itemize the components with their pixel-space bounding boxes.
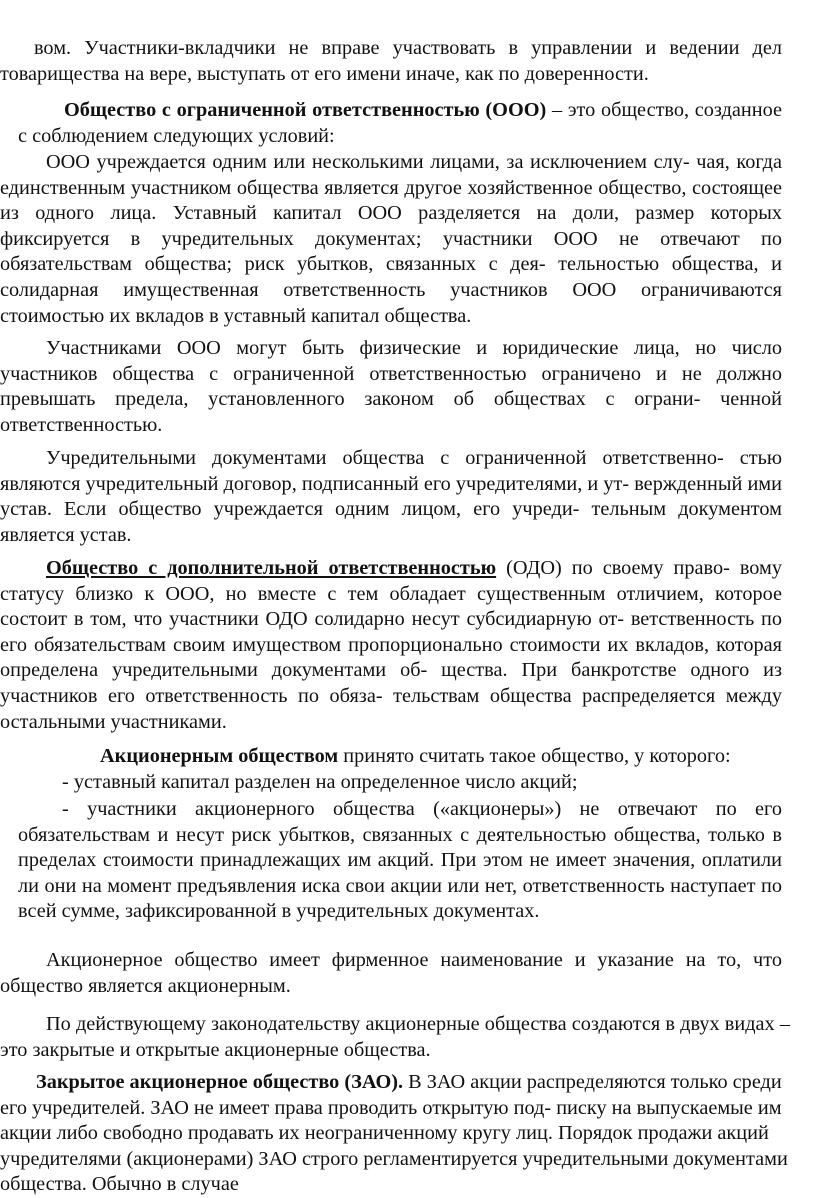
text-run: – это общество, созданное с соблюдением следующих условий: <box>18 99 782 147</box>
text-run: вом. Участники-вкладчики не вправе участвовать в управлении и ведении дел товарищества на вере, выступать от его имени иначе, как по доверенности. <box>0 37 782 85</box>
paragraph-ao-types <box>0 1012 790 1063</box>
text-run: По действующему законодательству акционерные общества создаются в двух видах – это закрытые и открытые акционерные общества. <box>0 1013 790 1061</box>
text-run: Акционерное общество имеет фирменное наименование и указание на то, что общество является акционерным. <box>0 949 782 997</box>
paragraph-ooo-conditions <box>0 150 782 329</box>
paragraph-partnership-end <box>0 36 782 87</box>
text-run: - уставный капитал разделен на определенное число акций; <box>62 771 578 793</box>
paragraph-zao-definition <box>0 1070 798 1198</box>
term-ooo: Общество с ограниченной ответственностью (ООО) <box>64 99 547 121</box>
text-run: В ЗАО акции распределяются только среди его учредителей. ЗАО не имеет права проводить открытую под- писку на выпускаемые им акции либо свободно продавать их неограниченному кругу лиц. Порядок продажи акций учредителями (акционерами) ЗАО строго регламентируется учредительными документами общества. Обычно в случае <box>0 1071 788 1196</box>
paragraph-ao-definition <box>0 744 792 770</box>
text-run: принято считать такое общество, у которого: <box>338 745 731 767</box>
paragraph-ooo-definition <box>18 98 782 149</box>
list-item-capital <box>18 770 782 796</box>
term-ao: Акционерным обществом <box>100 745 339 767</box>
text-run: Учредительными документами общества с ограниченной ответственно- стью являются учредительный договор, подписанный его учредителями, и ут- вержденный ими устав. Если общество учреждается одним лицом, его учреди- тельным документом является устав. <box>0 447 782 546</box>
paragraph-ooo-documents <box>0 446 782 548</box>
text-run: - участники акционерного общества («акционеры») не отвечают по его обязательствам и несут риск убытков, связанных с деятельностью общества, только в пределах стоимости принадлежащих им акций. При этом не имеет значения, оплатили ли они на момент предъявления иска свои акции или нет, ответственность наступает по всей сумме, зафиксированной в учредительных документах. <box>18 798 782 923</box>
text-run: (ОДО) по своему право- вому статусу близко к ООО, но вместе с тем обладает существенным отличием, которое состоит в том, что участники ОДО солидарно несут субсидиарную от- ветственность по его обязательствам своим имуществом пропорционально стоимости их вкладов, которая определена учредительными документами об- щества. При банкротстве одного из участников его ответственность по обяза- тельствам общества распределяется между остальными участниками. <box>0 557 782 733</box>
text-run: Участниками ООО могут быть физические и юридические лица, но число участников общества с ограниченной ответственностью ограничено и не должно превышать предела, установленного законом об обществах с ограни- ченной ответственностью. <box>0 337 782 436</box>
paragraph-ooo-participants <box>0 336 782 438</box>
text-run: ООО учреждается одним или несколькими лицами, за исключением слу- чая, когда единственным участником общества является другое хозяйственное общество, состоящее из одного лица. Уставный капитал ООО разделяется на доли, размер которых фиксируется в учредительных документах; участники ООО не отвечают по обязательствам общества; риск убытков, связанных с дея- тельностью общества, и солидарная имущественная ответственность участников ООО ограничиваются стоимостью их вкладов в уставный капитал общества. <box>0 151 782 327</box>
list-item-shareholders <box>18 797 782 925</box>
term-odo: Общество с дополнительной ответственностью <box>46 557 497 579</box>
paragraph-ao-name <box>0 948 782 999</box>
term-zao: Закрытое акционерное общество (ЗАО). <box>36 1071 404 1093</box>
paragraph-odo-definition <box>0 556 782 735</box>
